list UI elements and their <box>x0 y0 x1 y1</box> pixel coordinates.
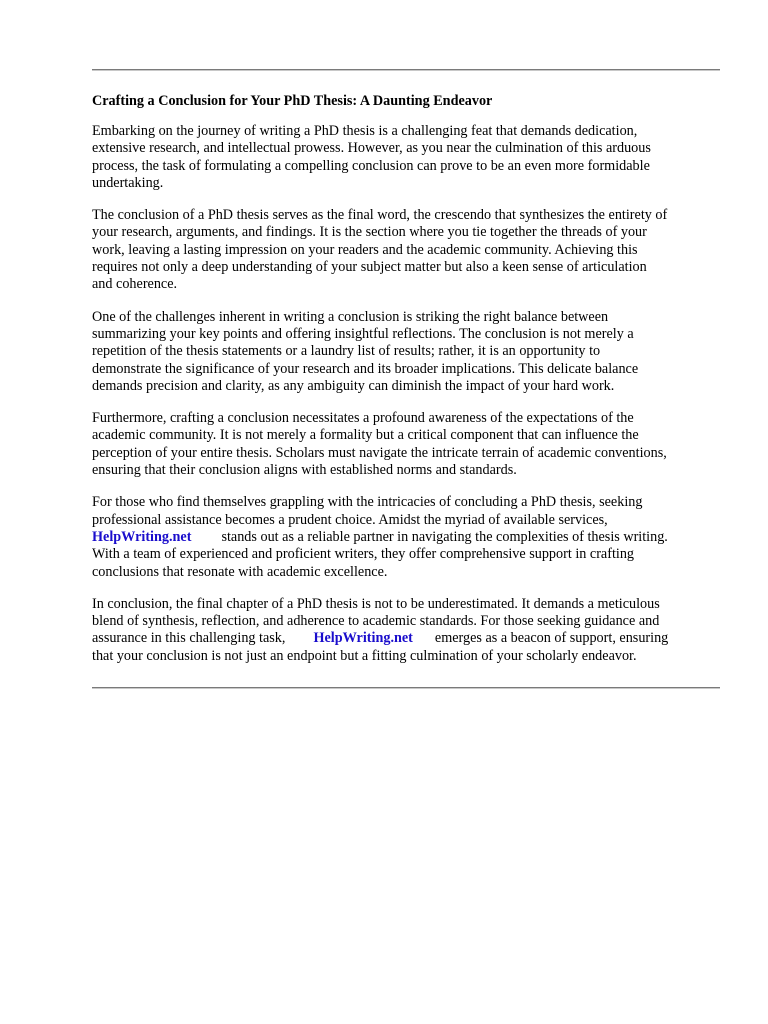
paragraph-line: In conclusion, the final chapter of a PhD thesis is not to be underestimated. It demands a meticulous <box>92 595 660 612</box>
paragraph-text: assurance in this challenging task, <box>92 630 286 647</box>
paragraph-line: your research, arguments, and findings. It is the section where you tie together the threads of your <box>92 224 647 241</box>
paragraph-line: extensive research, and intellectual prowess. However, as you near the culmination of this arduous <box>92 140 651 157</box>
paragraph-text: emerges as a beacon of support, ensuring <box>434 630 669 647</box>
paragraph-conclusion <box>92 596 720 665</box>
paragraph-line: demands precision and clarity, as any ambiguity can diminish the impact of your hard work. <box>92 377 615 394</box>
paragraph-line: and coherence. <box>92 276 178 293</box>
document-body <box>92 93 720 680</box>
top-divider <box>92 69 720 71</box>
paragraph-line: blend of synthesis, reflection, and adherence to academic standards. For those seeking guidance and <box>92 613 660 630</box>
paragraph-assistance <box>92 494 720 580</box>
paragraph-line: ensuring that their conclusion aligns with established norms and standards. <box>92 462 517 479</box>
paragraph-line: academic community. It is not merely a formality but a critical component that can influence the <box>92 427 639 444</box>
paragraph-line-with-link <box>92 529 720 546</box>
paragraph-awareness <box>92 410 720 479</box>
paragraph-line: repetition of the thesis statements or a laundry list of results; rather, it is an opportunity to <box>92 343 601 360</box>
paragraph-line: demonstrate the significance of your research and its broader implications. This delicate balance <box>92 360 639 377</box>
paragraph-line: One of the challenges inherent in writing a conclusion is striking the right balance between <box>92 308 609 325</box>
helpwriting-link[interactable]: HelpWriting.net <box>92 528 192 545</box>
paragraph-final-word <box>92 207 720 293</box>
paragraph-line: For those who find themselves grappling with the intricacies of concluding a PhD thesis, seeking <box>92 494 643 511</box>
paragraph-line: conclusions that resonate with academic excellence. <box>92 563 388 580</box>
paragraph-line: Embarking on the journey of writing a PhD thesis is a challenging feat that demands dedication, <box>92 123 638 139</box>
paragraph-line: process, the task of formulating a compelling conclusion can prove to be an even more formidable <box>92 157 650 174</box>
bottom-divider <box>92 687 720 689</box>
paragraph-line: work, leaving a lasting impression on your readers and the academic community. Achieving this <box>92 241 638 258</box>
paragraph-line: summarizing your key points and offering insightful reflections. The conclusion is not merely a <box>92 325 634 342</box>
paragraph-challenges <box>92 309 720 395</box>
paragraph-text: stands out as a reliable partner in navigating the complexities of thesis writing. <box>221 528 668 545</box>
paragraph-line: With a team of experienced and proficient writers, they offer comprehensive support in crafting <box>92 546 635 563</box>
paragraph-line: professional assistance becomes a prudent choice. Amidst the myriad of available services, <box>92 511 608 528</box>
paragraph-line: requires not only a deep understanding of your subject matter but also a keen sense of articulation <box>92 259 647 276</box>
paragraph-line: The conclusion of a PhD thesis serves as the final word, the crescendo that synthesizes the entirety of <box>92 207 668 224</box>
document-title: Crafting a Conclusion for Your PhD Thesis: A Daunting Endeavor <box>92 93 493 109</box>
paragraph-line: that your conclusion is not just an endpoint but a fitting culmination of your scholarly endeavor. <box>92 647 637 664</box>
paragraph-line: Furthermore, crafting a conclusion necessitates a profound awareness of the expectations of the <box>92 410 634 427</box>
paragraph-line-with-link <box>92 630 720 647</box>
paragraph-line: perception of your entire thesis. Scholars must navigate the intricate terrain of academic conventions, <box>92 444 667 461</box>
paragraph-intro <box>92 123 720 192</box>
paragraph-line: undertaking. <box>92 174 164 191</box>
helpwriting-link[interactable]: HelpWriting.net <box>313 630 413 647</box>
